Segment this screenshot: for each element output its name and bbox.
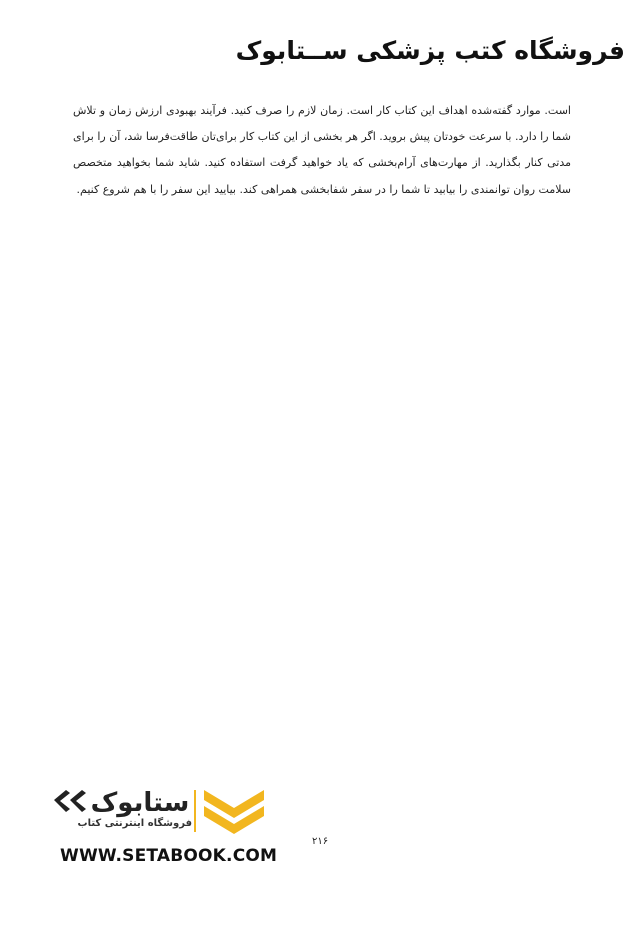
body-paragraph: است. موارد گفته‌شده اهداف این کتاب کار است. زمان لازم را صرف کنید. فرآیند بهبودی ارزش زمان و تلاش شما را دارد. با سرعت خودتان پیش بروید. اگر هر بخشی از این کتاب کار برای‌تان طاقت‌فرسا شد، آن را برای مدتی کنار بگذارید. از مهارت‌های آرام‌بخشی که یاد خواهید گرفت استفاده کنید. شاید شما بخواهید متخصص سلامت روان توانمندی را بیابید تا شما را در سفر شفابخشی همراهی کند. بیایید این سفر را با هم شروع کنیم. — [73, 104, 571, 196]
setabook-logo — [48, 784, 278, 874]
logo-subtitle: فروشگاه اینترنتی کتاب — [77, 818, 192, 829]
logo-url: WWW.SETABOOK.COM — [60, 846, 278, 866]
page-title: فروشگاه کتب پزشکی ســتابوک — [235, 36, 625, 65]
logo-word-text: ستابوک — [90, 788, 190, 818]
book-chevron-icon — [200, 786, 268, 838]
logo-divider — [194, 790, 196, 832]
logo-wordmark — [50, 784, 190, 818]
page-number: ۲۱۶ — [312, 836, 329, 847]
